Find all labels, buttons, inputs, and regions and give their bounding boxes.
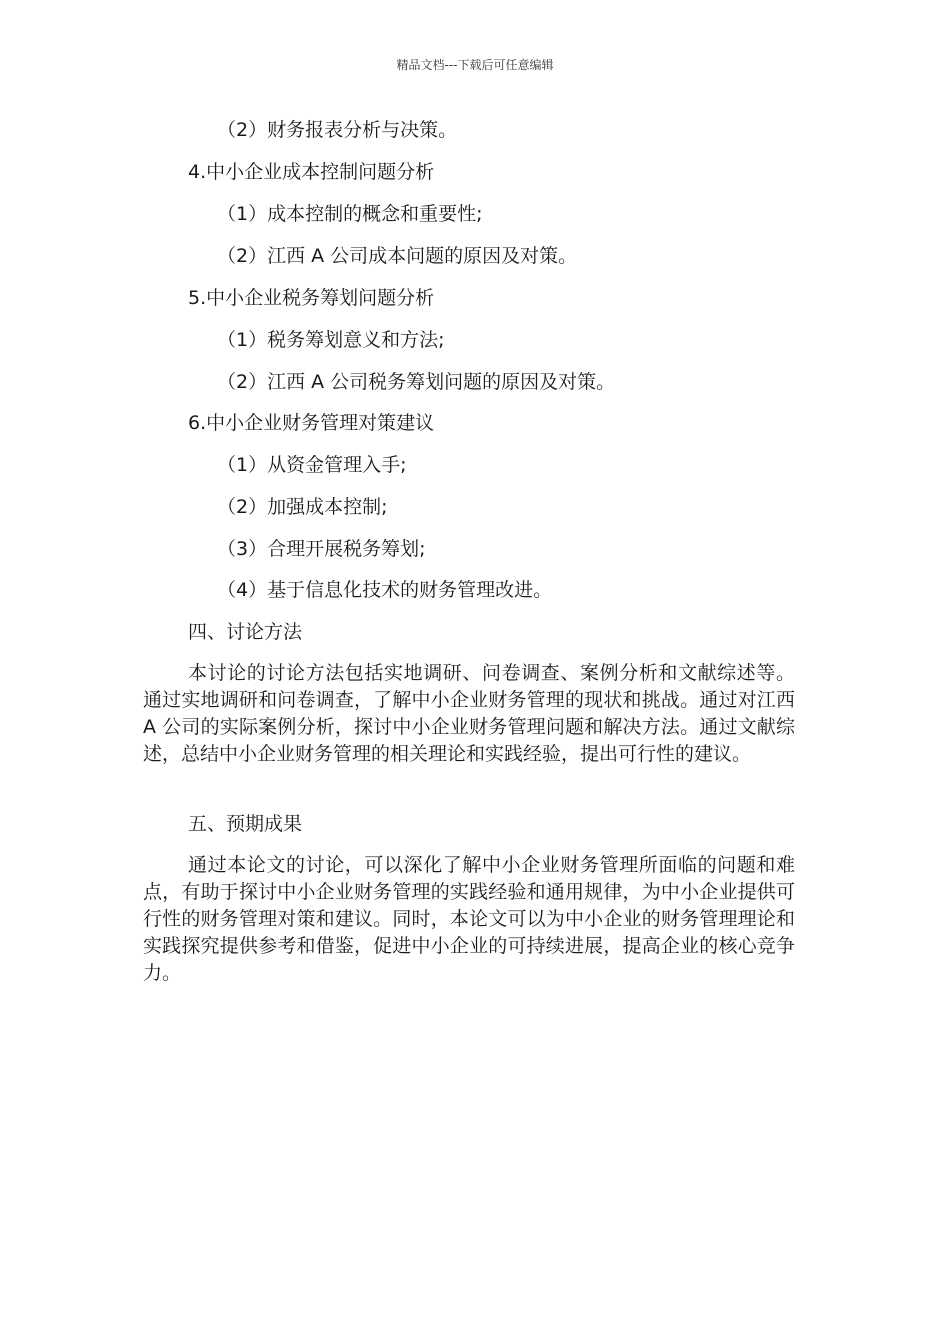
outline-heading: 6.中小企业财务管理对策建议	[188, 412, 435, 434]
outline-item: （2）江西 A 公司税务筹划问题的原因及对策。	[217, 371, 616, 393]
paragraph-results: 通过本论文的讨论，可以深化了解中小企业财务管理所面临的问题和难点，有助于探讨中小企业财务管理的实践经验和通用规律，为中小企业提供可行性的财务管理对策和建议。同时，本论文可以为中小企业的财务管理理论和实践探究提供参考和借鉴，促进中小企业的可持续进展，提高企业的核心竞争力。	[143, 854, 795, 984]
outline-item: （2）江西 A 公司成本问题的原因及对策。	[217, 245, 578, 267]
outline-heading: 4.中小企业成本控制问题分析	[188, 161, 435, 183]
outline-item: （1）税务筹划意义和方法;	[217, 329, 445, 351]
outline-item: （4）基于信息化技术的财务管理改进。	[217, 579, 553, 601]
outline-item: （2）财务报表分析与决策。	[217, 119, 458, 141]
outline-item: （1）成本控制的概念和重要性;	[217, 203, 483, 225]
outline-heading: 5.中小企业税务筹划问题分析	[188, 287, 435, 309]
page-header: 精品文档---下载后可任意编辑	[396, 58, 554, 72]
outline-item: （3）合理开展税务筹划;	[217, 538, 426, 560]
section-heading-method: 四、讨论方法	[188, 621, 303, 643]
section-heading-results: 五、预期成果	[188, 813, 303, 835]
outline-item: （2）加强成本控制;	[217, 496, 388, 518]
paragraph-method: 本讨论的讨论方法包括实地调研、问卷调查、案例分析和文献综述等。通过实地调研和问卷调查，了解中小企业财务管理的现状和挑战。通过对江西 A 公司的实际案例分析，探讨中小企业财务管理问题和解决方法。通过文献综述，总结中小企业财务管理的相关理论和实践经验，提出可行性的建议。	[143, 662, 795, 765]
outline-item: （1）从资金管理入手;	[217, 454, 407, 476]
